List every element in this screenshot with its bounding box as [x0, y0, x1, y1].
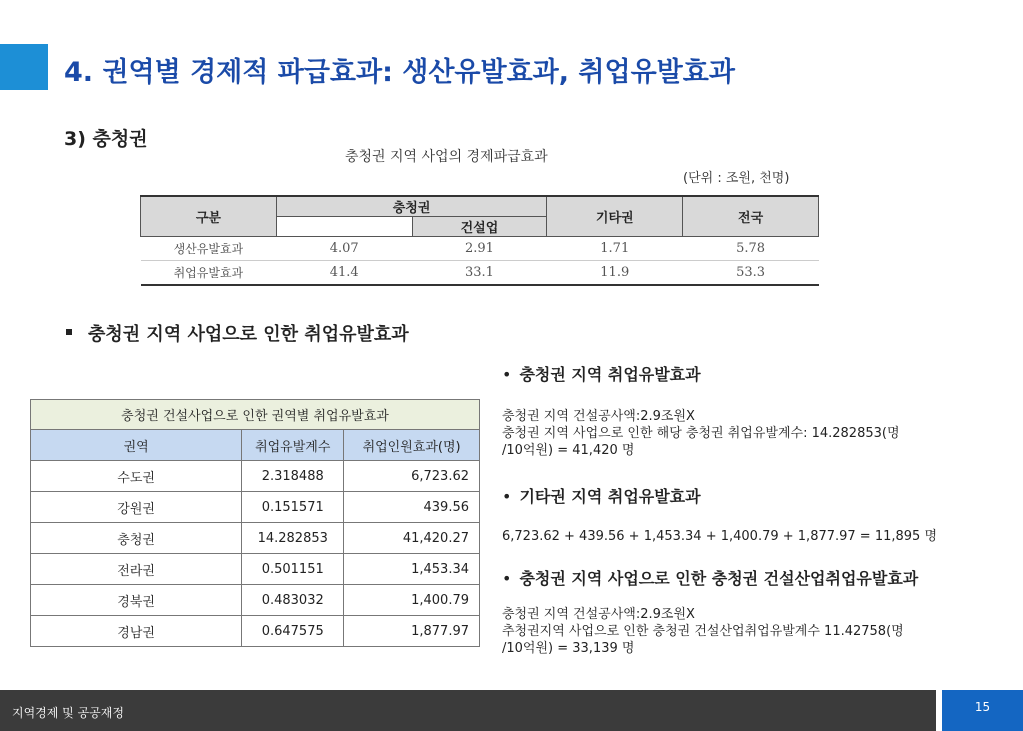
text-line: 충청권 지역 사업으로 인한 해당 충청권 취업유발계수: 14.282853(명	[502, 426, 900, 441]
right-heading-text: 기타권 지역 취업유발효과	[519, 487, 701, 506]
header-region: 권역	[31, 430, 242, 461]
table-cell: 2.91	[412, 237, 547, 261]
region-cell: 전라권	[31, 554, 242, 585]
table-row	[141, 237, 819, 261]
right-paragraph-1	[502, 408, 900, 459]
effect-cell: 1,400.79	[344, 585, 480, 616]
header-nationwide: 전국	[683, 196, 819, 237]
right-heading-3	[502, 566, 918, 589]
effect-cell: 1,453.34	[344, 554, 480, 585]
text-line: 6,723.62 + 439.56 + 1,453.34 + 1,400.79 + 1,877.97 = 11,895 명	[502, 529, 938, 544]
right-paragraph-2	[502, 528, 937, 545]
region-cell: 강원권	[31, 492, 242, 523]
header-chungcheong: 충청권	[276, 196, 547, 217]
section-bullet-heading	[66, 320, 409, 346]
region-cell: 경북권	[31, 585, 242, 616]
coefficient-cell: 0.483032	[242, 585, 344, 616]
table-cell: 1.71	[547, 237, 683, 261]
footer-text: 지역경제 및 공공재정	[12, 706, 124, 720]
right-heading-2	[502, 484, 701, 507]
footer-bar	[0, 690, 936, 731]
table1-caption: 충청권 지역 사업의 경제파급효과	[345, 149, 548, 165]
coefficient-cell: 0.647575	[242, 616, 344, 647]
table-row	[31, 461, 480, 492]
page-number-box	[942, 690, 1023, 731]
table2-caption: 충청권 건설사업으로 인한 권역별 취업유발효과	[31, 400, 480, 430]
right-heading-text: 충청권 지역 취업유발효과	[519, 365, 701, 384]
table-cell: 4.07	[276, 237, 412, 261]
coefficient-cell: 0.501151	[242, 554, 344, 585]
square-bullet-icon	[66, 329, 72, 335]
header-employment-effect: 취업인원효과(명)	[344, 430, 480, 461]
row-label: 생산유발효과	[141, 237, 277, 261]
effect-cell: 1,877.97	[344, 616, 480, 647]
page-number: 15	[974, 700, 991, 714]
table-row	[31, 523, 480, 554]
table-row	[31, 585, 480, 616]
right-paragraph-3	[502, 606, 904, 657]
bullet-dot-icon: •	[502, 487, 512, 506]
bullet-dot-icon: •	[502, 365, 512, 384]
table-row	[31, 554, 480, 585]
header-construction: 건설업	[412, 217, 547, 237]
text-line: /10억원) = 41,420 명	[502, 443, 635, 458]
bullet-dot-icon: •	[502, 569, 512, 588]
slide-subtitle: 3) 충청권	[64, 128, 148, 150]
section-heading-text: 충청권 지역 사업으로 인한 취업유발효과	[88, 324, 409, 345]
region-cell: 경남권	[31, 616, 242, 647]
region-cell: 수도권	[31, 461, 242, 492]
text-line: 충청권 지역 건설공사액:2.9조원X	[502, 607, 695, 622]
effect-cell: 41,420.27	[344, 523, 480, 554]
table-cell: 5.78	[683, 237, 819, 261]
effect-cell: 6,723.62	[344, 461, 480, 492]
coefficient-cell: 2.318488	[242, 461, 344, 492]
table-cell: 11.9	[547, 261, 683, 285]
text-line: 충청권 지역 건설공사액:2.9조원X	[502, 409, 695, 424]
coefficient-cell: 14.282853	[242, 523, 344, 554]
region-cell: 충청권	[31, 523, 242, 554]
right-heading-text: 충청권 지역 사업으로 인한 충청권 건설산업취업유발효과	[519, 569, 919, 588]
regional-employment-table	[30, 399, 480, 647]
slide-title: 4. 권역별 경제적 파급효과: 생산유발효과, 취업유발효과	[64, 57, 735, 88]
text-line: /10억원) = 33,139 명	[502, 641, 635, 656]
right-heading-1	[502, 362, 701, 385]
table-cell: 41.4	[276, 261, 412, 285]
coefficient-cell: 0.151571	[242, 492, 344, 523]
header-coefficient: 취업유발계수	[242, 430, 344, 461]
header-other-regions: 기타권	[547, 196, 683, 237]
title-accent-block	[0, 44, 48, 90]
header-category: 구분	[141, 196, 277, 237]
text-line: 추청권지역 사업으로 인한 충청권 건설산업취업유발계수 11.42758(명	[502, 624, 904, 639]
table-row	[141, 261, 819, 285]
table-cell: 53.3	[683, 261, 819, 285]
row-label: 취업유발효과	[141, 261, 277, 285]
table-row	[31, 492, 480, 523]
table-cell: 33.1	[412, 261, 547, 285]
table1-unit: (단위 : 조원, 천명)	[683, 171, 790, 186]
economic-effect-table	[140, 195, 819, 286]
table-row	[31, 616, 480, 647]
effect-cell: 439.56	[344, 492, 480, 523]
